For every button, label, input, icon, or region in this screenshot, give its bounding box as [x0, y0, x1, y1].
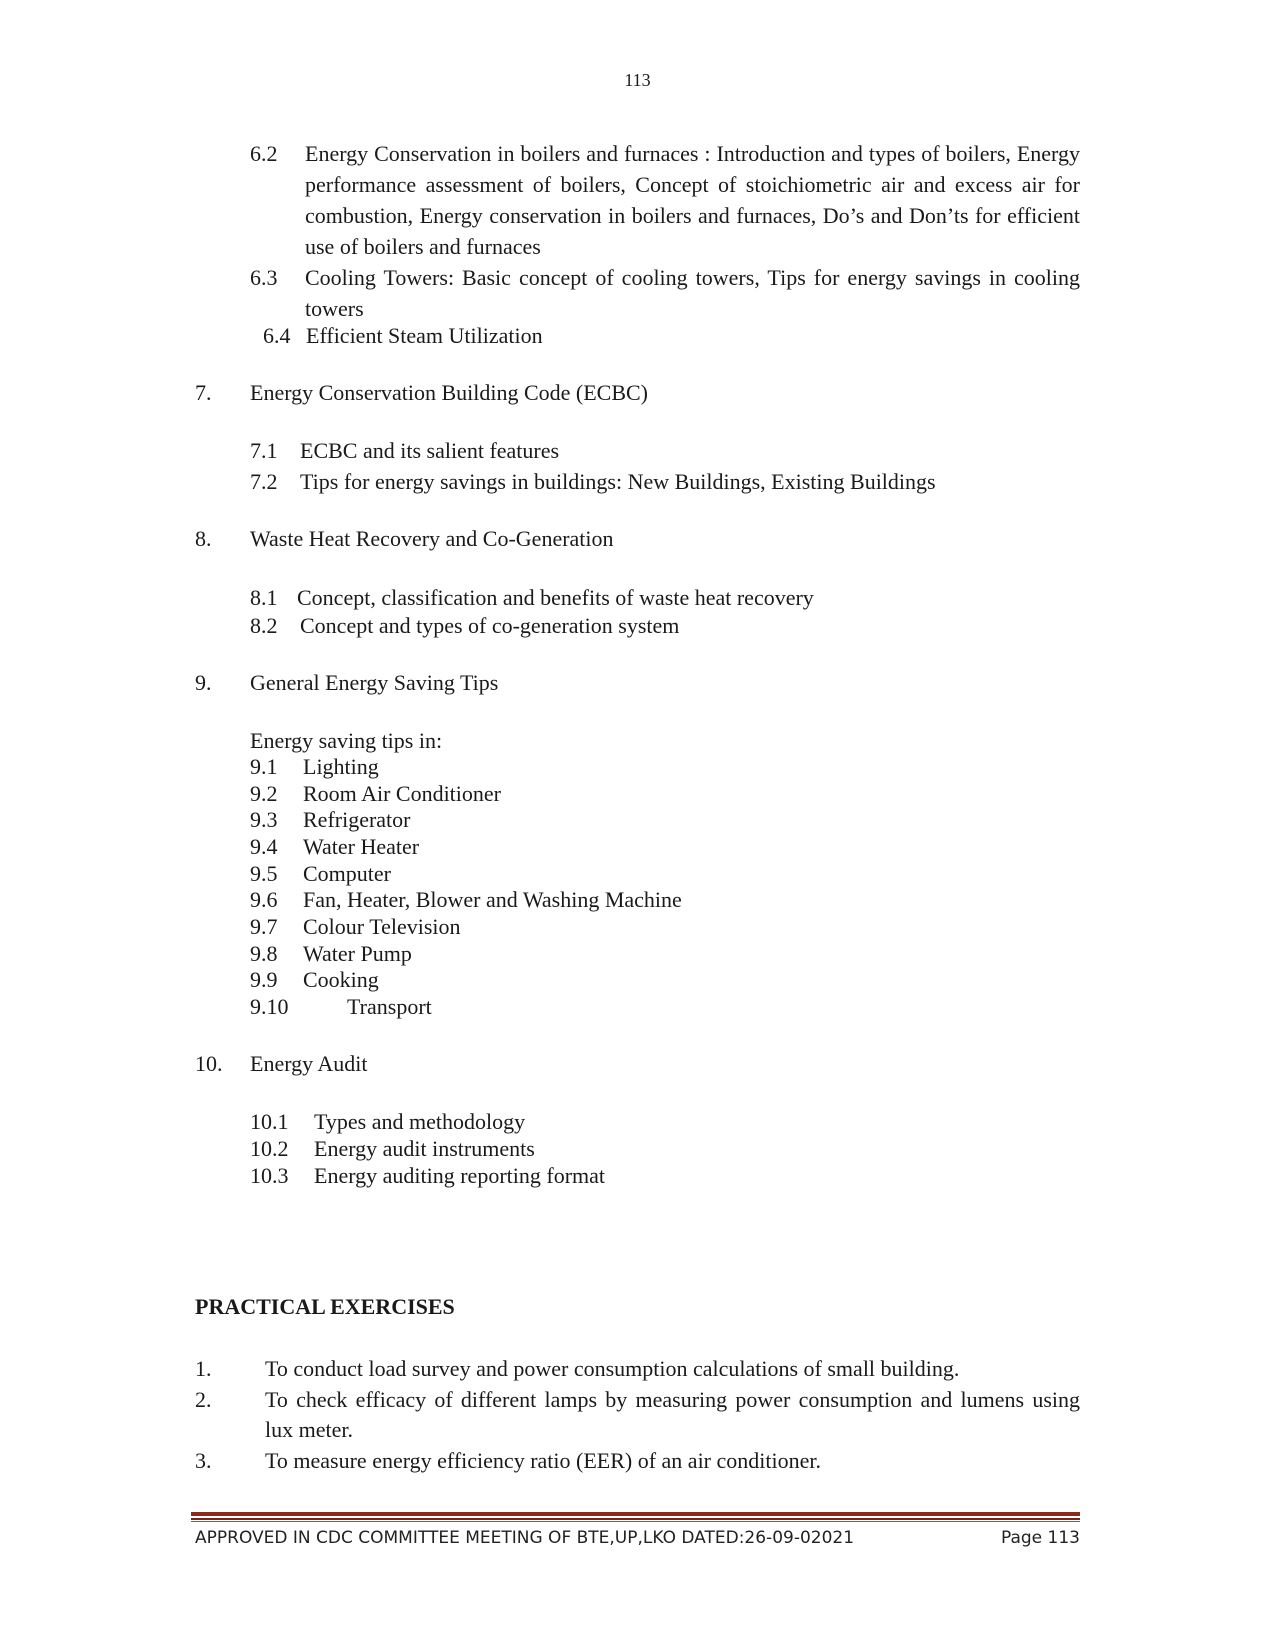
exercise-number: 2. — [195, 1387, 212, 1412]
subsection-text: Transport — [347, 994, 432, 1019]
subsection-text: Energy Conservation in boilers and furnaces : Introduction and types of boilers, Energy performance assessment of boilers, Concept of stoichiometric air and excess air for combustion, Energy conservation in boilers and furnaces, Do’s and Don’ts for efficient use of boilers and furnaces — [305, 141, 1080, 259]
subsection-text: Water Heater — [303, 834, 420, 859]
subsection-9-1 — [250, 753, 379, 780]
subsection-text: Refrigerator — [303, 807, 411, 832]
subsection-text: Water Pump — [303, 941, 412, 966]
exercise-text: To conduct load survey and power consumption calculations of small building. — [265, 1356, 960, 1381]
subsection-number: 9.6 — [250, 887, 278, 912]
section-number: 9. — [195, 670, 212, 695]
subsection-text: Tips for energy savings in buildings: New Buildings, Existing Buildings — [300, 469, 936, 494]
subsection-number: 9.7 — [250, 914, 278, 939]
section-number: 10. — [195, 1051, 223, 1076]
subsection-7-1 — [250, 437, 559, 464]
subsection-text: Types and methodology — [314, 1109, 526, 1134]
subsection-text: Energy audit instruments — [314, 1136, 535, 1161]
subsection-9-3 — [250, 806, 411, 833]
subsection-number: 10.2 — [250, 1136, 289, 1161]
exercise-item — [195, 1385, 1080, 1445]
practical-exercises-heading: PRACTICAL EXERCISES — [195, 1294, 455, 1319]
subsection-number: 9.2 — [250, 781, 278, 806]
subsection-9-4 — [250, 833, 419, 860]
subsection-number: 10.1 — [250, 1109, 289, 1134]
subsection-number: 9.4 — [250, 834, 278, 859]
section-title: Energy Audit — [250, 1051, 368, 1076]
subsection-9-9 — [250, 966, 379, 993]
subsection-9-2 — [250, 780, 501, 807]
subsection-number: 10.3 — [250, 1163, 289, 1188]
subsection-text: Cooking — [303, 967, 379, 992]
section-number: 8. — [195, 526, 212, 551]
section-title: Energy Conservation Building Code (ECBC) — [250, 380, 649, 405]
subsection-6-4 — [263, 322, 543, 349]
subsection-number: 9.3 — [250, 807, 278, 832]
footer-approval-text: APPROVED IN CDC COMMITTEE MEETING OF BTE,UP,LKO DATED:26-09-02021 — [195, 1528, 855, 1548]
exercise-text: To measure energy efficiency ratio (EER) of an air conditioner. — [265, 1448, 821, 1473]
subsection-10-1 — [250, 1108, 525, 1135]
subsection-text: ECBC and its salient features — [300, 438, 560, 463]
subsection-10-2 — [250, 1135, 535, 1162]
subsection-10-3 — [250, 1162, 605, 1189]
subsection-7-2 — [250, 468, 936, 495]
subsection-number: 9.10 — [250, 994, 289, 1019]
subsection-9-10 — [250, 993, 432, 1020]
subsection-text: Room Air Conditioner — [303, 781, 501, 806]
subsection-number: 9.1 — [250, 754, 278, 779]
exercise-item — [195, 1354, 1080, 1384]
section-title: General Energy Saving Tips — [250, 670, 499, 695]
footer-rule — [191, 1518, 1080, 1520]
subsection-number: 9.5 — [250, 861, 278, 886]
subsection-text: Concept and types of co-generation system — [300, 613, 680, 638]
subsection-number: 7.2 — [250, 469, 278, 494]
section-number: 7. — [195, 380, 212, 405]
section-title: Waste Heat Recovery and Co-Generation — [250, 526, 614, 551]
footer-page-number: Page 113 — [1000, 1528, 1080, 1548]
subsection-text: Fan, Heater, Blower and Washing Machine — [303, 887, 682, 912]
exercise-number: 3. — [195, 1448, 212, 1473]
subsection-9-8 — [250, 940, 412, 967]
subsection-number: 7.1 — [250, 438, 278, 463]
subsection-text: Energy auditing reporting format — [314, 1163, 606, 1188]
subsection-8-1 — [250, 584, 814, 611]
exercise-number: 1. — [195, 1356, 212, 1381]
subsection-9-6 — [250, 886, 682, 913]
subsection-text: Efficient Steam Utilization — [306, 323, 543, 348]
subsection-6-3 — [250, 262, 1080, 324]
footer — [195, 1528, 1080, 1548]
subsection-6-2 — [250, 138, 1080, 262]
subsection-text: Colour Television — [303, 914, 461, 939]
subsection-text: Concept, classification and benefits of waste heat recovery — [297, 585, 814, 610]
subsection-number: 9.8 — [250, 941, 278, 966]
subsection-number: 8.2 — [250, 613, 278, 638]
subsection-9-5 — [250, 860, 391, 887]
subsection-8-2 — [250, 612, 679, 639]
footer-rule — [191, 1512, 1080, 1516]
section-9-intro: Energy saving tips in: — [250, 728, 443, 753]
subsection-number: 8.1 — [250, 585, 278, 610]
subsection-text: Computer — [303, 861, 391, 886]
subsection-number: 6.2 — [250, 141, 278, 166]
page-number-top: 113 — [624, 70, 651, 90]
exercise-item — [195, 1446, 1080, 1476]
subsection-number: 6.3 — [250, 265, 278, 290]
subsection-9-7 — [250, 913, 461, 940]
subsection-text: Cooling Towers: Basic concept of cooling towers, Tips for energy savings in cooling towers — [305, 265, 1080, 321]
footer-rule — [191, 1521, 1080, 1522]
exercise-text: To check efficacy of different lamps by measuring power consumption and lumens using lux meter. — [265, 1387, 1080, 1442]
subsection-text: Lighting — [303, 754, 379, 779]
subsection-number: 6.4 — [263, 323, 291, 348]
subsection-number: 9.9 — [250, 967, 278, 992]
